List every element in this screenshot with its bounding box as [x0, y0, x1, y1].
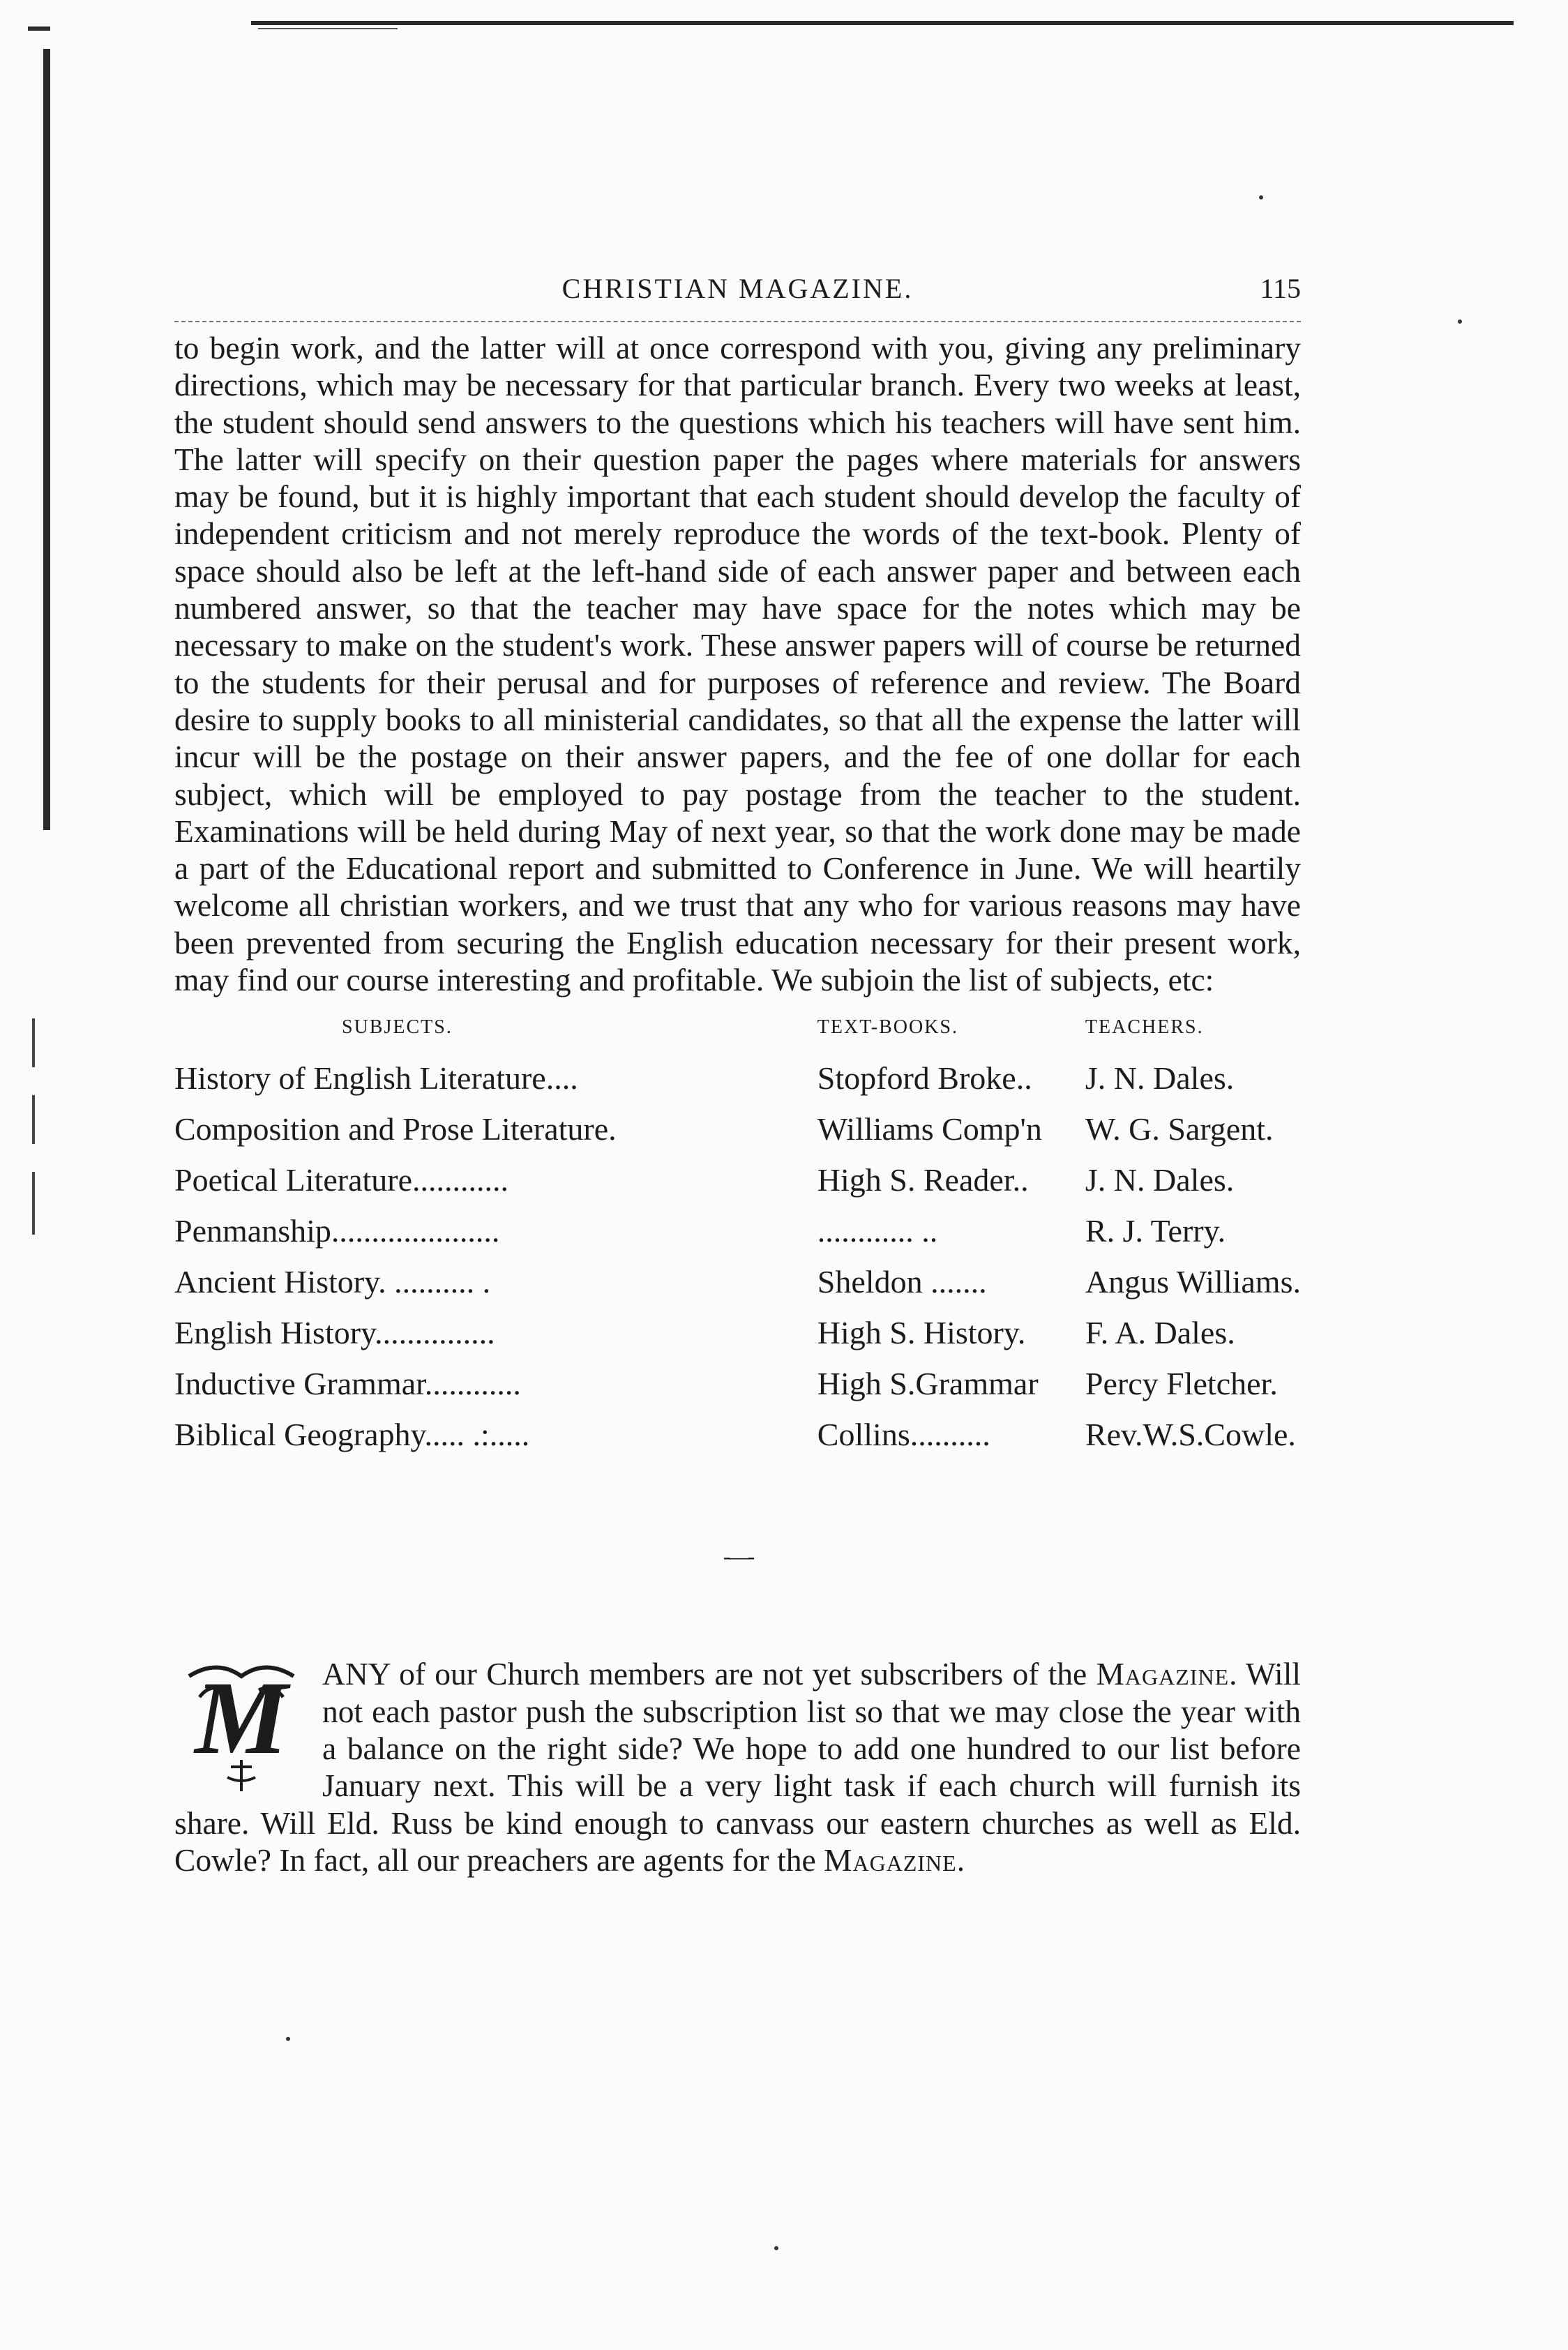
subject-cell: History of English Literature....: [174, 1060, 578, 1097]
subject-cell: Inductive Grammar............: [174, 1366, 521, 1402]
table-row: [174, 1053, 1301, 1104]
speck: [1259, 195, 1263, 199]
left-border-cap: [28, 27, 50, 31]
article-paragraph: to begin work, and the latter will at once correspond with you, giving any preliminary directions, which may be necessary for that particular branch. Every two weeks at least, the student should send answers to the questions which his teachers will have sent him. The latter will specify on their question paper the pages where materials for answers may be found, but it is highly important that each student should develop the faculty of independent criticism and not merely reproduce the words of the text-book. Plenty of space should also be left at the left-hand side of each answer paper and between each numbered answer, so that the teacher may have space for the notes which may be necessary to make on the student's work. These answer papers will of course be returned to the students for their perusal and for purposes of reference and review. The Board desire to supply books to all ministerial candidates, so that all the expense the latter will incur will be the postage on their answer papers, and the fee of one dollar for each subject, which will be employed to pay postage from the teacher to the student. Examinations will be held during May of next year, so that the work done may be made a part of the Educational report and submitted to Conference in June. We will heartily welcome all christian workers, and we trust that any who for various reasons may have been prevented from securing the English education necessary for their present work, may find our course interesting and profitable. We subjoin the list of subjects, etc:: [174, 330, 1301, 998]
ornamental-initial-flourish: [175, 1655, 308, 1795]
textbook-cell: Sheldon .......: [817, 1264, 987, 1300]
subject-cell: Ancient History. .......... .: [174, 1264, 491, 1300]
table-row: [174, 1256, 1301, 1307]
table-row: [174, 1205, 1301, 1256]
subject-cell: Penmanship.....................: [174, 1213, 500, 1249]
table-row: [174, 1154, 1301, 1205]
drop-cap-letter: M: [195, 1660, 288, 1777]
textbook-cell: Stopford Broke..: [817, 1060, 1032, 1097]
speck: [286, 2037, 290, 2041]
textbook-cell: High S.Grammar: [817, 1366, 1039, 1402]
subject-cell: Composition and Prose Literature.: [174, 1111, 617, 1147]
notice-text: ANY of our Church members are not yet subscribers of the: [322, 1656, 1096, 1692]
table-row: [174, 1104, 1301, 1154]
running-head: [174, 272, 1301, 321]
ornamental-initial: [172, 1655, 311, 1795]
teacher-cell: Rev.W.S.Cowle.: [1085, 1417, 1296, 1453]
teacher-cell: Percy Fletcher.: [1085, 1366, 1278, 1402]
teacher-cell: J. N. Dales.: [1085, 1162, 1235, 1198]
magazine-name: Magazine: [824, 1841, 957, 1878]
teacher-cell: F. A. Dales.: [1085, 1315, 1235, 1351]
speck: [1458, 319, 1462, 324]
top-border-rule-thin: [258, 28, 398, 29]
left-border-bar: [43, 49, 50, 830]
column-header-teachers: TEACHERS.: [1085, 1016, 1204, 1039]
margin-tick: [32, 1018, 35, 1067]
notice-text: .: [956, 1841, 965, 1878]
page-number: 115: [1260, 273, 1301, 304]
magazine-name: Magazine: [1096, 1656, 1230, 1692]
section-separator: -—-: [723, 1544, 753, 1569]
table-row: [174, 1307, 1301, 1358]
table-header-row: [174, 1016, 1301, 1053]
table-row: [174, 1358, 1301, 1409]
textbook-cell: Collins..........: [817, 1417, 990, 1453]
margin-tick: [32, 1172, 35, 1235]
subject-cell: English History...............: [174, 1315, 495, 1351]
textbook-cell: High S. Reader..: [817, 1162, 1029, 1198]
teacher-cell: J. N. Dales.: [1085, 1060, 1235, 1097]
column-header-subjects: SUBJECTS.: [342, 1016, 453, 1039]
page-title: CHRISTIAN MAGAZINE.: [561, 273, 914, 304]
page: [174, 272, 1301, 1878]
notice-text: . Will not each pastor push the subscription list so that we may close the year with a balance on the right side? We hope to add one hundred to our list before January next. This will be a very light task if each church will furnish its share. Will Eld. Russ be kind enough to canvass our eastern churches as well as Eld. Cowle? In fact, all our preachers are agents for the: [174, 1656, 1301, 1878]
subject-cell: Biblical Geography..... .:.....: [174, 1417, 530, 1453]
textbook-cell: Williams Comp'n: [817, 1111, 1042, 1147]
top-border-rule: [251, 21, 1514, 25]
margin-tick: [32, 1095, 35, 1144]
subject-cell: Poetical Literature............: [174, 1162, 509, 1198]
teacher-cell: R. J. Terry.: [1085, 1213, 1226, 1249]
column-header-text-books: TEXT-BOOKS.: [817, 1016, 958, 1039]
table-row: [174, 1409, 1301, 1460]
header-rule: [174, 321, 1301, 322]
textbook-cell: ............ ..: [817, 1213, 938, 1249]
teacher-cell: W. G. Sargent.: [1085, 1111, 1274, 1147]
subjects-table: [174, 1016, 1301, 1460]
subscription-notice: [174, 1655, 1301, 1878]
speck: [774, 2246, 778, 2250]
teacher-cell: Angus Williams.: [1085, 1264, 1301, 1300]
textbook-cell: High S. History.: [817, 1315, 1026, 1351]
